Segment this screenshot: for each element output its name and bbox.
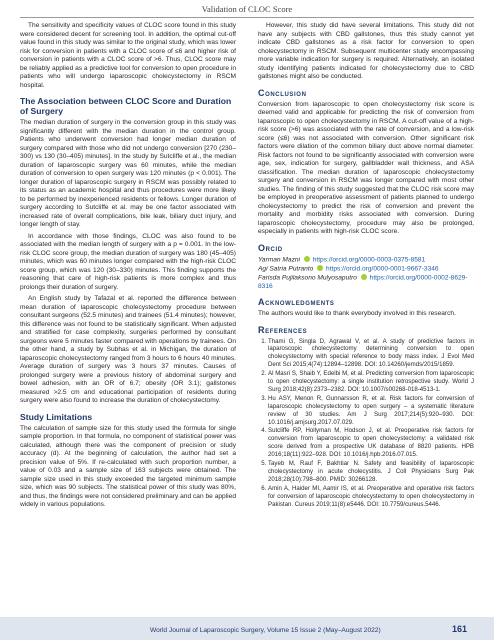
orcid-author-name: Yarman Mazni bbox=[258, 256, 301, 263]
orcid-entry bbox=[258, 274, 474, 292]
heading-conclusion: Conclusion bbox=[258, 87, 307, 98]
heading-orcid: Orcid bbox=[258, 242, 283, 253]
orcid-icon bbox=[304, 256, 310, 262]
heading-study-limitations: Study Limitations bbox=[20, 411, 93, 422]
footer-journal: World Journal of Laparoscopic Surgery, Volume 15 Issue 2 (May–August 2022) bbox=[150, 627, 381, 634]
paragraph-cloc-sensitivity: The sensitivity and specificity values of CLOC score found in this study were considered decent for screening tool. In addition, the optimal cut-off value found in this study was similar to the original study, which was lower risk for conversion in patients with a CLOC score of ≤6 and higher risk of conversion in patients with a CLOC score of >6. Thus, CLOC score may be reliably applied as a predictive tool for conversion to open procedure in patients who will undergo laparoscopic cholecystectomy in RSCM hospital. bbox=[20, 22, 236, 89]
paragraph-duration-comparison: The median duration of surgery in the conversion group in this study was significantly different with the median duration in the control group. Patients who underwent conversion had longer median duration of surgery compared with those who did not undergo conversion [270 (230–300) vs 130 (30–405) minutes]. In the study by Sutcliffe et al., the median duration of laparoscopic surgery was 60 minutes, while the median duration of conversion to open surgery was 120 minutes (p < 0.001). The longer duration of laparoscopic surgery in RSCM was possibly related to its status as an academic hospital and thus procedures were more likely to be performed by inexperienced residents or fellows. Longer duration of surgery according to Sutcliffe et al. may be one factor associated with increased rate of overall complications, bile leak, biliary duct injury, and longer length of stay. bbox=[20, 119, 236, 228]
orcid-link[interactable]: https://orcid.org/0000-0001-9667-3346 bbox=[326, 265, 439, 272]
right-column bbox=[258, 22, 474, 510]
paragraph-acknowledgments: The authors would like to thank everybody involved in this research. bbox=[258, 310, 456, 317]
reference-item: 3. Hu ASY, Menon R, Gunnarsson R, et al. Risk factors for conversion of laparoscopic cholecystectomy to open surgery – a systematic literature review of 30 studies. Am J Surg 2017;214(5):920–930. DOI: 10.1016/j.amjsurg.2017.07.029. bbox=[268, 395, 474, 427]
paragraph-limitations: However, this study did have several limitations. This study did not have any subjects with CBD gallstones, thus this study cannot yet indicate CBD gallstones as a risk factor for conversion to open cholecystectomy in RSCM. Subsequent multicenter study encompassing more variable indication for surgery is required. Alternatively, an isolated study identifying patients indicated for cholecystectomy due to CBD gallstones might also be conducted. bbox=[258, 22, 474, 80]
orcid-link[interactable]: https://orcid.org/0000-0002-8629-8316 bbox=[258, 274, 468, 290]
reference-item: 5. Tayeb M, Rauf F, Bakhtiar N. Safety and feasibility of laparoscopic cholecystectomy in acute cholecystitis. J Coll Physicians Surg Pak 2018;28(10):798–800. PMID: 30266128. bbox=[268, 460, 474, 484]
paragraph-conclusion: Conversion from laparoscopic to open cholecystectomy risk score is deemed valid and applicable for predicting the risk of conversion from laparoscopic to open cholecystectomy in RSCM. A cut-off value of a high-risk score (>6) was associated with the rate of conversion, and a low-risk score (≤6) was not associated with conversion. Other significant risk factors were dilation of the common biliary duct above normal diameter. Risk factors not found to be significantly associated with conversion were age, sex, indication for surgery, gallbladder wall thickness, and ASA classification. The median duration of laparoscopic cholecystectomy surgery and conversion in RSCM was longer compared with most other studies. The finding of this study suggested that the CLOC risk score may be employed in preoperative assessment of patients planned to undergo cholecystectomy to predict the risk of conversion and prevent the mortality and morbidity risks associated with conversion. During laparoscopic cholecystectomy, procedure may also be prolonged, especially in patients with high-risk CLOC score. bbox=[258, 100, 474, 235]
reference-item: 1. Thami G, Singla D, Agrawal V, et al. A study of predictive factors in laparoscopic cholecystectomy determining conversion to open cholecystectomy with special reference to body mass index. J Evol Med Dent Sci 2015;4(74):12894–12898. DOI: 10.14260/jemds/2015/1859. bbox=[268, 338, 474, 370]
orcid-entry bbox=[258, 256, 474, 265]
orcid-link[interactable]: https://orcid.org/0000-0003-0375-8581 bbox=[312, 256, 426, 263]
paragraph-sample-size: The calculation of sample size for this study used the formula for single sample proportion. In that formula, no component of statistical power was calculated, although there was the component of precision or study accuracy (d). At the beginning of calculation, the author had set a precision value of 5%. If re-calculated with such proportion number, a value of 0.03 and a sample size of 163 subjects were obtained. The sample size used in this study exceeded the targeted minimum sample size, which was 90 subjects. The statistical power of this study was 80%, and thus, the findings were not considered preliminary and can be applied widely in various populations. bbox=[20, 424, 236, 508]
left-column bbox=[20, 22, 236, 513]
page-number: 161 bbox=[452, 624, 468, 634]
reference-list bbox=[258, 338, 474, 509]
reference-item: 2. Al Masri S, Shaib Y, Edelbi M, et al. Predicting conversion from laparoscopic to open cholecystectomy: a single institution retrospective study. World J Surg 2018;42(8):2373–2382. DOI: 10.1007/s00268-018-4513-1. bbox=[268, 370, 474, 394]
heading-acknowledgments: Acknowledgments bbox=[258, 297, 335, 307]
orcid-icon bbox=[317, 265, 323, 271]
orcid-icon bbox=[361, 274, 367, 280]
heading-cloc-duration: The Association between CLOC Score and Duration of Surgery bbox=[20, 96, 232, 116]
orcid-author-name: Farisda Pujilaksono Mulyosaputro bbox=[258, 274, 357, 281]
heading-references: References bbox=[258, 324, 308, 335]
paragraph-tafazal-study: An English study by Tafazal et al. reported the difference between mean duration of laparoscopic cholecystectomy procedure between consultant surgeons (52.5 minutes) and trainees (51.4 minutes); however, this difference was not found to be statistically significant. When adjusted and stratified for case complexity, surgeries performed by consultant surgeons were 5 minutes faster compared with operations by trainees. On the other hand, a study by Subhas et al. in Michigan, the duration of laparoscopic cholecystectomy ranged from 3 hours to 6 hours 40 minutes. Average duration of surgery was 3 hours 37 minutes. Causes of prolonged surgery were a previous history of abdominal surgery and bowel adhesion, with an OR of 6.7; obesity (OR 3.1); gallstones measured >2.5 cm and educational participation of residents during surgery were also found to increase the duration of cholecystectomy. bbox=[20, 295, 236, 404]
header-rule bbox=[20, 17, 474, 18]
running-head: Validation of CLOC Score bbox=[201, 4, 293, 14]
orcid-entry bbox=[258, 265, 474, 274]
reference-item: 6. Amin A, Haider MI, Aamir IS, et al. Preoperative and operative risk factors for conversion of laparoscopic cholecystectomy to open cholecystectomy in Pakistan. Cureus 2019;11(8):e5446. DOI: 10.7759/cureus.5446. bbox=[268, 485, 474, 509]
reference-item: 4. Sutcliffe RP, Hollyman M, Hodson J, et al. Preoperative risk factors for conversion from laparoscopic to open cholecystectomy: a validated risk score derived from a prospective UK database of 8820 patients. HPB 2016;18(11):922–928. DOI: 10.1016/j.hpb.2016.07.015. bbox=[268, 427, 474, 459]
orcid-author-name: Agi Satria Putranto bbox=[258, 265, 314, 272]
paragraph-cloc-length: In accordance with those findings, CLOC was also found to be associated with the median length of surgery with a p = 0.001. In the low-risk CLOC score group, the median duration of surgery was 180 (45–405) minutes, which was 60 minutes longer compared with the high-risk CLOC score group, which was 120 (30–330) minutes. This finding supports the reasoning that care of high-risk patients is more complex and thus prolongs their duration of surgery. bbox=[20, 232, 236, 291]
